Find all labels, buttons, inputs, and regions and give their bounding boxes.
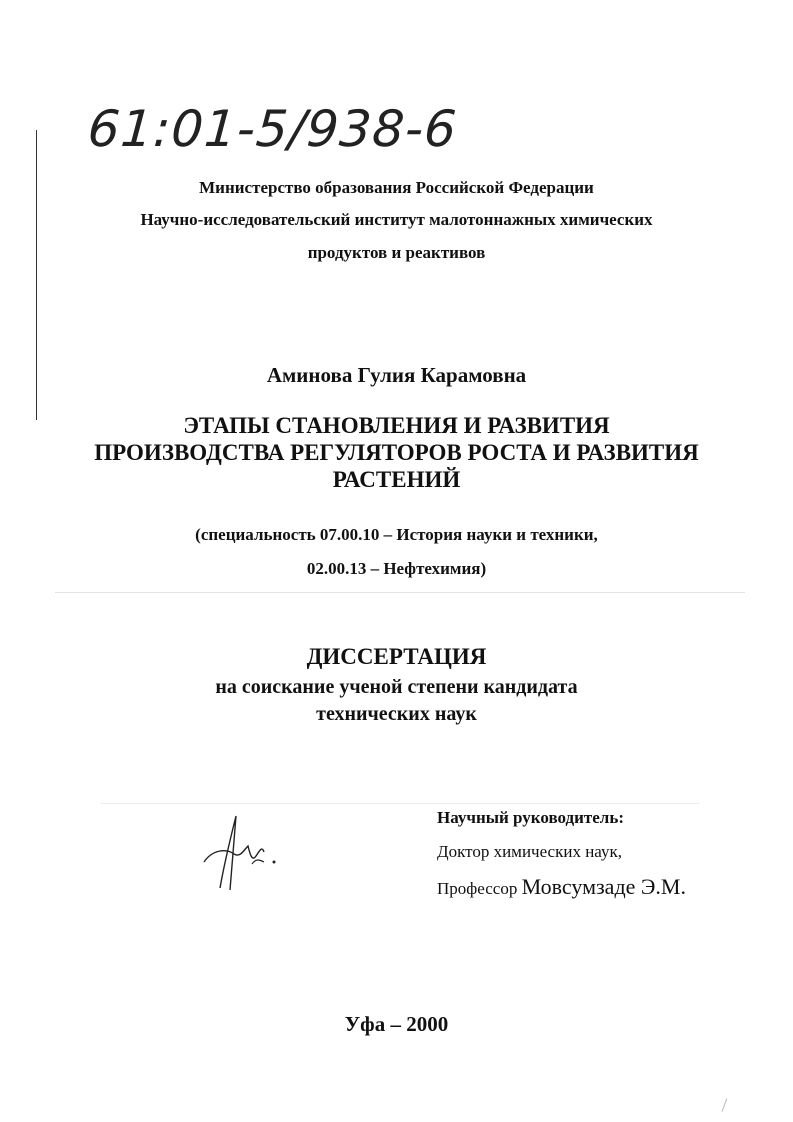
supervisor-label: Научный руководитель: [437, 808, 624, 827]
supervisor-name: Мовсумзаде Э.М. [521, 874, 686, 899]
title-line-1: ЭТАПЫ СТАНОВЛЕНИЯ И РАЗВИТИЯ [183, 413, 610, 438]
signature [190, 810, 300, 900]
thesis-title [0, 412, 793, 493]
divider [55, 592, 745, 593]
handwritten-shelfmark: 61:01-5/938-6 [85, 100, 460, 158]
specialty-line-2: 02.00.13 – Нефтехимия) [306, 559, 487, 578]
title-line-3: РАСТЕНИЙ [332, 467, 461, 492]
supervisor-degree: Доктор химических наук, [437, 842, 622, 861]
divider-2 [100, 803, 700, 804]
institute-line-2: продуктов и реактивов [307, 243, 486, 262]
supervisor-line [437, 874, 686, 900]
ministry-line: Министерство образования Российской Федерации [199, 178, 594, 197]
supervisor-title: Профессор [437, 879, 518, 898]
author-name: Аминова Гулия Карамовна [266, 363, 527, 387]
scan-mark [722, 1098, 728, 1111]
degree-line-2: технических наук [316, 703, 477, 725]
title-line-2: ПРОИЗВОДСТВА РЕГУЛЯТОРОВ РОСТА И РАЗВИТИЯ [94, 440, 699, 465]
specialty-line-1: (специальность 07.00.10 – История науки и техники, [195, 525, 598, 544]
city-year: Уфа – 2000 [344, 1012, 449, 1036]
dissertation-heading: ДИССЕРТАЦИЯ [306, 644, 487, 669]
degree-line-1: на соискание ученой степени кандидата [215, 676, 578, 698]
institute-line-1: Научно-исследовательский институт малотоннажных химических [140, 210, 653, 229]
